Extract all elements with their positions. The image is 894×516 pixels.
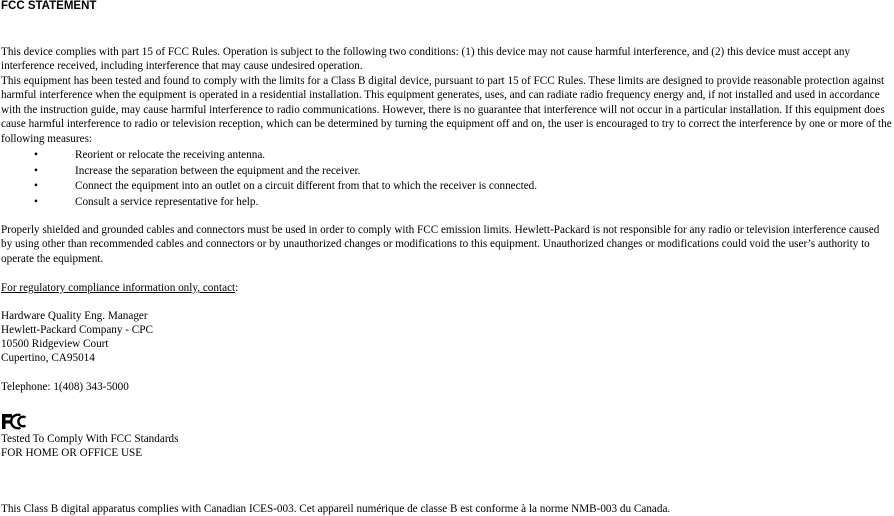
class-b-paragraph: This equipment has been tested and found to comply with the limits for a Class B digital device, pursuant to part 15 of FCC Rules. These limits are designed to provide reasonable protection against harmful interference when the equipment is operated in a residential installation. This equipment generates, uses, and can radiate radio frequency energy and, if not installed and used in accordance with the instruction guide, may cause harmful interference to radio communications. However, there is no guarantee that interference will not occur in a particular installation. If this equipment does cause harmful interference to radio or television reception, which can be determined by turning the equipment off and on, the user is encouraged to try to correct the interference by one or more of the following measures: (1, 75, 892, 145)
contact-link[interactable]: For regulatory compliance information only, contact (1, 282, 236, 294)
telephone: Telephone: 1(408) 343-5000 (1, 381, 129, 393)
address-line: Hewlett-Packard Company - CPC (1, 324, 153, 336)
measure-text: Increase the separation between the equipment and the receiver. (75, 164, 361, 177)
measure-text: Connect the equipment into an outlet on a circuit different from that to which the receiver is connected. (75, 180, 538, 192)
bullet: • (34, 149, 38, 161)
cables-paragraph: Properly shielded and grounded cables and connectors must be used in order to comply with FCC emission limits. Hewlett-Packard is not responsible for any radio or television interference caused by using other than recommended cables and connectors or by unauthorized changes or modifications to this equipment. Unauthorized changes or modifications could void the user’s authority to operate the equipment. (1, 224, 880, 265)
canada-compliance-line: This Class B digital apparatus complies with Canadian ICES-003. Cet appareil numérique de classe B est conforme à la norme NMB-003 du Canada. (1, 503, 671, 515)
contact-colon: : (235, 282, 239, 294)
list-item (0, 148, 893, 164)
measure-text: Reorient or relocate the receiving antenna. (75, 149, 266, 161)
contact-heading (1, 281, 238, 295)
address-line: Hardware Quality Eng. Manager (1, 310, 148, 322)
list-item (0, 164, 893, 180)
measure-text: Consult a service representative for help. (75, 195, 259, 208)
address-line: Cupertino, CA95014 (1, 352, 95, 364)
list-item (0, 179, 893, 195)
bullet: • (34, 164, 38, 177)
page-title: FCC STATEMENT (1, 0, 97, 12)
bullet: • (34, 195, 38, 208)
list-item (0, 195, 893, 211)
fcc-tested-line: Tested To Comply With FCC Standards (1, 433, 179, 445)
measures-list (0, 148, 893, 210)
bullet: • (34, 180, 38, 192)
fcc-usage-line: FOR HOME OR OFFICE USE (1, 447, 143, 459)
fcc-logo-icon (1, 413, 29, 430)
compliance-paragraph: This device complies with part 15 of FCC Rules. Operation is subject to the following two conditions: (1) this device may not cause harmful interference, and (2) this device must accept any interference received, including interference that may cause undesired operation. (1, 46, 851, 73)
address-line: 10500 Ridgeview Court (1, 338, 109, 350)
